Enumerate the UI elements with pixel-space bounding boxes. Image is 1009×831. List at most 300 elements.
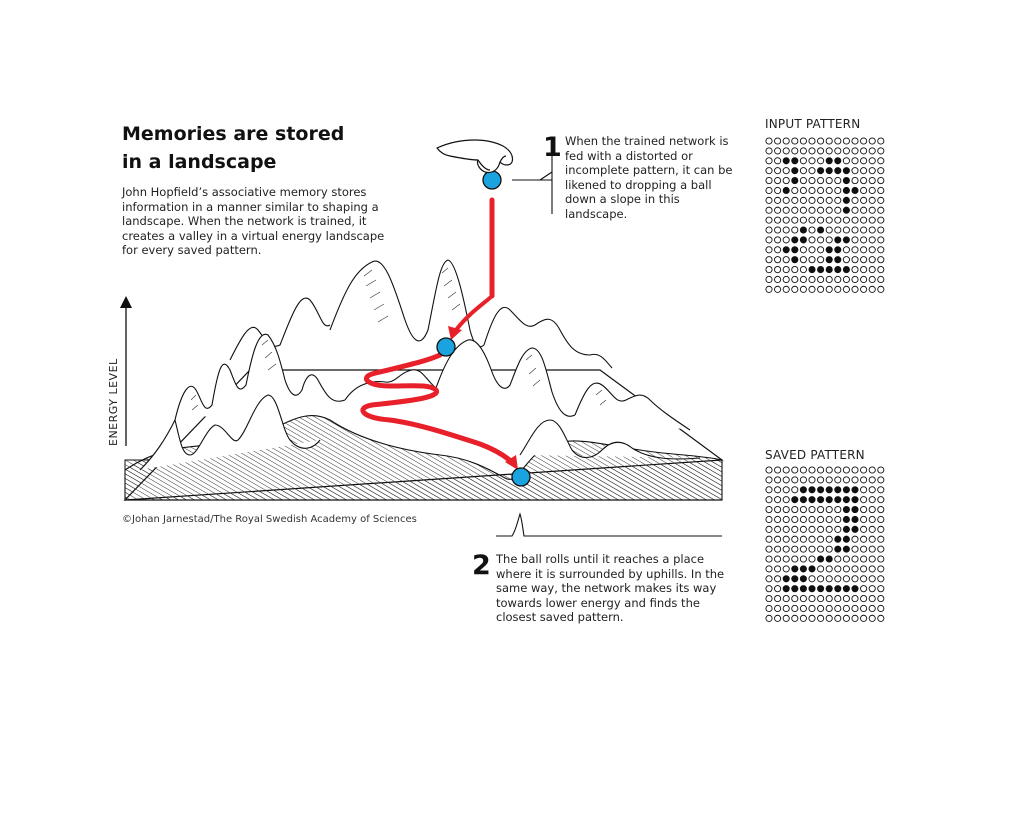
input-pattern-dot xyxy=(783,197,789,203)
input-pattern-dot xyxy=(818,266,824,272)
saved-pattern-dot xyxy=(775,526,781,532)
saved-pattern-dot xyxy=(843,556,849,562)
saved-pattern-dot xyxy=(861,566,867,572)
input-pattern-dot xyxy=(843,237,849,243)
saved-pattern-dot xyxy=(878,536,884,542)
saved-pattern-dot xyxy=(792,497,798,503)
saved-pattern-dot xyxy=(818,546,824,552)
saved-pattern-dot xyxy=(861,605,867,611)
saved-pattern-dot xyxy=(852,615,858,621)
saved-pattern-dot xyxy=(878,586,884,592)
saved-pattern-dot xyxy=(861,506,867,512)
saved-pattern-dot xyxy=(792,526,798,532)
saved-pattern-dot xyxy=(783,586,789,592)
saved-pattern-dot xyxy=(878,595,884,601)
input-pattern-dot xyxy=(783,247,789,253)
intro-text: John Hopfield’s associative memory stores information in a manner similar to shaping a landscape. When the network is trained, it creates a valley in a virtual energy landscape for every saved pattern. xyxy=(122,185,385,257)
input-pattern-dot xyxy=(792,276,798,282)
saved-pattern-dot xyxy=(800,576,806,582)
input-pattern-dot xyxy=(783,168,789,174)
input-pattern-dot xyxy=(861,237,867,243)
saved-pattern-dot xyxy=(775,586,781,592)
input-pattern-dot xyxy=(783,217,789,223)
input-pattern-dot xyxy=(852,237,858,243)
saved-pattern-dot xyxy=(809,546,815,552)
input-pattern-dot xyxy=(800,266,806,272)
input-pattern-dot xyxy=(869,148,875,154)
input-pattern-dot xyxy=(826,217,832,223)
input-pattern-dot xyxy=(809,227,815,233)
saved-pattern-dot xyxy=(783,615,789,621)
input-pattern-dot xyxy=(835,237,841,243)
saved-pattern-dot xyxy=(861,586,867,592)
saved-pattern-dot xyxy=(792,536,798,542)
input-pattern-dot xyxy=(826,207,832,213)
input-pattern-dot xyxy=(852,266,858,272)
saved-pattern-dot xyxy=(766,497,772,503)
input-pattern-dot xyxy=(818,138,824,144)
input-pattern-dot xyxy=(792,168,798,174)
input-pattern-dot xyxy=(766,266,772,272)
saved-pattern-dot xyxy=(818,487,824,493)
saved-pattern-dot xyxy=(843,605,849,611)
saved-pattern-dot xyxy=(852,526,858,532)
saved-pattern-dot xyxy=(818,536,824,542)
saved-pattern-dot xyxy=(826,526,832,532)
input-pattern-dot xyxy=(800,187,806,193)
input-pattern-dot xyxy=(869,197,875,203)
saved-pattern-dot xyxy=(852,605,858,611)
saved-pattern-dot xyxy=(835,497,841,503)
saved-pattern-dot xyxy=(766,576,772,582)
saved-pattern-dot xyxy=(843,576,849,582)
input-pattern-dot xyxy=(826,197,832,203)
input-pattern-dot xyxy=(818,286,824,292)
saved-pattern-dot xyxy=(835,467,841,473)
saved-pattern-dot xyxy=(800,615,806,621)
saved-pattern-dot xyxy=(818,576,824,582)
saved-pattern-dot xyxy=(869,566,875,572)
input-pattern-dot xyxy=(826,148,832,154)
input-pattern-dot xyxy=(800,177,806,183)
input-pattern-dot xyxy=(809,257,815,263)
input-pattern-dot xyxy=(826,227,832,233)
saved-pattern-dot xyxy=(869,605,875,611)
input-pattern-dot xyxy=(800,168,806,174)
input-pattern-dot xyxy=(818,217,824,223)
input-pattern-dot xyxy=(792,257,798,263)
saved-pattern-dot xyxy=(775,595,781,601)
input-pattern-dot xyxy=(843,197,849,203)
input-pattern-label: INPUT PATTERN xyxy=(765,117,861,131)
saved-pattern-dot xyxy=(826,566,832,572)
saved-pattern-dot xyxy=(800,506,806,512)
input-pattern-dot xyxy=(826,257,832,263)
saved-pattern-dot xyxy=(835,576,841,582)
saved-pattern-dot xyxy=(809,467,815,473)
saved-pattern-dot xyxy=(878,516,884,522)
saved-pattern-dot xyxy=(869,586,875,592)
input-pattern-dot xyxy=(835,187,841,193)
input-pattern-dot xyxy=(869,247,875,253)
saved-pattern-dot xyxy=(792,506,798,512)
saved-pattern-dot xyxy=(809,615,815,621)
input-pattern-dot xyxy=(800,148,806,154)
input-pattern-dot xyxy=(818,168,824,174)
saved-pattern-dot xyxy=(835,546,841,552)
step2-bracket xyxy=(496,514,722,536)
saved-pattern-dot xyxy=(818,595,824,601)
input-pattern-dot xyxy=(861,187,867,193)
saved-pattern-dot xyxy=(835,556,841,562)
saved-pattern-dot xyxy=(783,467,789,473)
input-pattern-dot xyxy=(809,187,815,193)
input-pattern-dot xyxy=(835,266,841,272)
input-pattern-dot xyxy=(800,227,806,233)
saved-pattern-dot xyxy=(835,586,841,592)
saved-pattern-dot xyxy=(835,566,841,572)
saved-pattern-label: SAVED PATTERN xyxy=(765,448,865,462)
saved-pattern-dot xyxy=(843,586,849,592)
saved-pattern-dot xyxy=(818,506,824,512)
input-pattern-dot xyxy=(878,207,884,213)
saved-pattern-dot xyxy=(800,546,806,552)
saved-pattern-dot xyxy=(783,566,789,572)
input-pattern-dot xyxy=(783,177,789,183)
input-pattern-dot xyxy=(766,138,772,144)
saved-pattern-dot xyxy=(843,487,849,493)
input-pattern-dot xyxy=(800,207,806,213)
saved-pattern-dot xyxy=(878,566,884,572)
saved-pattern-dot xyxy=(878,605,884,611)
input-pattern-dot xyxy=(809,266,815,272)
input-pattern-dot xyxy=(852,187,858,193)
input-pattern-dot xyxy=(792,286,798,292)
saved-pattern-dot xyxy=(818,516,824,522)
input-pattern-dot xyxy=(869,237,875,243)
saved-pattern-dot xyxy=(783,497,789,503)
input-pattern-dot xyxy=(809,207,815,213)
saved-pattern-dot xyxy=(800,467,806,473)
saved-pattern-dot xyxy=(878,546,884,552)
saved-pattern-dot xyxy=(766,526,772,532)
saved-pattern-dot xyxy=(800,605,806,611)
saved-pattern-dot xyxy=(792,516,798,522)
input-pattern-dot xyxy=(835,257,841,263)
input-pattern-dot xyxy=(792,217,798,223)
saved-pattern-dot xyxy=(783,605,789,611)
saved-pattern-dot xyxy=(852,576,858,582)
input-pattern-dot xyxy=(783,286,789,292)
input-pattern-dot xyxy=(775,247,781,253)
input-pattern-dot xyxy=(783,207,789,213)
saved-pattern-dot xyxy=(792,546,798,552)
input-pattern-dot xyxy=(783,276,789,282)
saved-pattern-dot xyxy=(800,595,806,601)
saved-pattern-dot xyxy=(800,556,806,562)
saved-pattern-dot xyxy=(835,516,841,522)
saved-pattern-dot xyxy=(861,595,867,601)
input-pattern-dot xyxy=(852,148,858,154)
input-pattern-dot xyxy=(843,148,849,154)
input-pattern-dot xyxy=(766,257,772,263)
input-pattern-dot xyxy=(835,207,841,213)
saved-pattern-dot xyxy=(843,546,849,552)
input-pattern-dot xyxy=(826,138,832,144)
saved-pattern-dot xyxy=(835,595,841,601)
input-pattern-dot xyxy=(878,187,884,193)
saved-pattern-dot xyxy=(869,477,875,483)
input-pattern-dot xyxy=(861,177,867,183)
input-pattern-dot xyxy=(826,276,832,282)
input-pattern-dot xyxy=(818,177,824,183)
input-pattern-dot xyxy=(766,247,772,253)
saved-pattern-dot xyxy=(775,497,781,503)
ball-middle xyxy=(437,338,455,356)
input-pattern-dot xyxy=(826,168,832,174)
saved-pattern-dot xyxy=(852,586,858,592)
saved-pattern-dot xyxy=(792,566,798,572)
input-pattern-dot xyxy=(775,187,781,193)
input-pattern-dot xyxy=(766,177,772,183)
title-line-1: Memories are stored xyxy=(122,123,345,145)
saved-pattern-dot xyxy=(775,566,781,572)
saved-pattern-dot xyxy=(878,497,884,503)
input-pattern-dot xyxy=(878,177,884,183)
saved-pattern-dot xyxy=(818,477,824,483)
saved-pattern-dot xyxy=(835,477,841,483)
saved-pattern-dot xyxy=(852,556,858,562)
input-pattern-dot xyxy=(783,187,789,193)
input-pattern-dot xyxy=(869,266,875,272)
saved-pattern-dot xyxy=(869,615,875,621)
input-pattern-dot xyxy=(792,187,798,193)
saved-pattern-dot xyxy=(766,487,772,493)
input-pattern-dot xyxy=(783,138,789,144)
ball-end xyxy=(512,468,530,486)
saved-pattern-dot xyxy=(878,526,884,532)
saved-pattern-dot xyxy=(809,477,815,483)
input-pattern-dot xyxy=(766,276,772,282)
input-pattern-dot xyxy=(861,168,867,174)
saved-pattern-dot xyxy=(809,526,815,532)
saved-pattern-dot xyxy=(843,615,849,621)
saved-pattern-dot xyxy=(766,516,772,522)
input-pattern-dot xyxy=(852,217,858,223)
input-pattern-dot xyxy=(800,158,806,164)
saved-pattern-dot xyxy=(800,586,806,592)
input-pattern-dot xyxy=(869,217,875,223)
input-pattern-grid xyxy=(765,137,887,299)
saved-pattern-dot xyxy=(843,536,849,542)
input-pattern-dot xyxy=(843,257,849,263)
saved-pattern-dot xyxy=(861,576,867,582)
saved-pattern-dot xyxy=(775,556,781,562)
saved-pattern-dot xyxy=(852,477,858,483)
saved-pattern-dot xyxy=(826,477,832,483)
input-pattern-dot xyxy=(818,237,824,243)
input-pattern-dot xyxy=(775,148,781,154)
input-pattern-dot xyxy=(869,227,875,233)
input-pattern-dot xyxy=(861,266,867,272)
saved-pattern-dot xyxy=(878,576,884,582)
saved-pattern-dot xyxy=(826,586,832,592)
saved-pattern-dot xyxy=(775,605,781,611)
input-pattern-dot xyxy=(792,237,798,243)
saved-pattern-dot xyxy=(861,477,867,483)
input-pattern-dot xyxy=(869,276,875,282)
input-pattern-dot xyxy=(878,138,884,144)
saved-pattern-dot xyxy=(852,595,858,601)
input-pattern-dot xyxy=(818,187,824,193)
saved-pattern-dot xyxy=(869,576,875,582)
saved-pattern-dot xyxy=(861,526,867,532)
input-pattern-dot xyxy=(792,247,798,253)
input-pattern-dot xyxy=(852,207,858,213)
saved-pattern-dot xyxy=(766,506,772,512)
saved-pattern-dot xyxy=(775,536,781,542)
saved-pattern-dot xyxy=(843,566,849,572)
energy-axis xyxy=(120,296,132,446)
saved-pattern-dot xyxy=(792,605,798,611)
input-pattern-dot xyxy=(878,286,884,292)
title-line-2: in a landscape xyxy=(122,151,277,173)
input-pattern-dot xyxy=(878,158,884,164)
saved-pattern-dot xyxy=(792,556,798,562)
saved-pattern-dot xyxy=(766,556,772,562)
saved-pattern-dot xyxy=(800,526,806,532)
saved-pattern-dot xyxy=(861,467,867,473)
input-pattern-dot xyxy=(826,237,832,243)
input-pattern-dot xyxy=(775,217,781,223)
ball-start xyxy=(483,171,501,189)
input-pattern-dot xyxy=(818,148,824,154)
input-pattern-dot xyxy=(775,257,781,263)
input-pattern-dot xyxy=(852,286,858,292)
saved-pattern-dot xyxy=(766,566,772,572)
saved-pattern-dot xyxy=(818,497,824,503)
saved-pattern-dot xyxy=(861,546,867,552)
saved-pattern-dot xyxy=(818,605,824,611)
saved-pattern-dot xyxy=(869,536,875,542)
saved-pattern-dot xyxy=(843,526,849,532)
input-pattern-dot xyxy=(835,247,841,253)
saved-pattern-dot xyxy=(783,556,789,562)
saved-pattern-dot xyxy=(843,497,849,503)
input-pattern-dot xyxy=(775,276,781,282)
saved-pattern-dot xyxy=(775,516,781,522)
saved-pattern-dot xyxy=(800,487,806,493)
saved-pattern-dot xyxy=(766,467,772,473)
input-pattern-dot xyxy=(869,168,875,174)
input-pattern-dot xyxy=(878,217,884,223)
saved-pattern-dot xyxy=(835,536,841,542)
input-pattern-dot xyxy=(826,247,832,253)
saved-pattern-dot xyxy=(861,516,867,522)
saved-pattern-dot xyxy=(835,605,841,611)
input-pattern-dot xyxy=(835,286,841,292)
input-pattern-dot xyxy=(869,207,875,213)
input-pattern-dot xyxy=(818,207,824,213)
saved-pattern-dot xyxy=(861,487,867,493)
input-pattern-dot xyxy=(861,138,867,144)
saved-pattern-dot xyxy=(843,595,849,601)
saved-pattern-dot xyxy=(826,506,832,512)
input-pattern-dot xyxy=(775,158,781,164)
saved-pattern-dot xyxy=(878,477,884,483)
input-pattern-dot xyxy=(792,207,798,213)
input-pattern-dot xyxy=(783,266,789,272)
saved-pattern-dot xyxy=(835,506,841,512)
input-pattern-dot xyxy=(861,227,867,233)
saved-pattern-dot xyxy=(835,526,841,532)
input-pattern-dot xyxy=(809,177,815,183)
input-pattern-dot xyxy=(843,158,849,164)
saved-pattern-dot xyxy=(792,477,798,483)
saved-pattern-dot xyxy=(861,497,867,503)
input-pattern-dot xyxy=(843,187,849,193)
saved-pattern-dot xyxy=(826,467,832,473)
saved-pattern-dot xyxy=(826,615,832,621)
input-pattern-dot xyxy=(800,276,806,282)
input-pattern-dot xyxy=(843,168,849,174)
input-pattern-dot xyxy=(869,187,875,193)
input-pattern-dot xyxy=(809,138,815,144)
saved-pattern-dot xyxy=(852,516,858,522)
input-pattern-dot xyxy=(775,266,781,272)
saved-pattern-dot xyxy=(766,546,772,552)
input-pattern-dot xyxy=(766,286,772,292)
input-pattern-dot xyxy=(792,158,798,164)
saved-pattern-dot xyxy=(766,605,772,611)
saved-pattern-dot xyxy=(818,556,824,562)
input-pattern-dot xyxy=(843,276,849,282)
input-pattern-dot xyxy=(835,148,841,154)
input-pattern-dot xyxy=(800,257,806,263)
input-pattern-dot xyxy=(766,237,772,243)
saved-pattern-dot xyxy=(843,516,849,522)
input-pattern-dot xyxy=(835,276,841,282)
input-pattern-dot xyxy=(835,227,841,233)
saved-pattern-dot xyxy=(775,506,781,512)
input-pattern-dot xyxy=(835,158,841,164)
input-pattern-dot xyxy=(843,138,849,144)
input-pattern-dot xyxy=(878,148,884,154)
saved-pattern-dot xyxy=(766,615,772,621)
input-pattern-dot xyxy=(792,266,798,272)
saved-pattern-dot xyxy=(843,506,849,512)
input-pattern-dot xyxy=(775,237,781,243)
saved-pattern-dot xyxy=(809,595,815,601)
saved-pattern-dot xyxy=(826,546,832,552)
saved-pattern-dot xyxy=(800,516,806,522)
input-pattern-dot xyxy=(878,227,884,233)
input-pattern-dot xyxy=(852,276,858,282)
saved-pattern-dot xyxy=(826,516,832,522)
input-pattern-dot xyxy=(878,247,884,253)
saved-pattern-dot xyxy=(792,576,798,582)
saved-pattern-dot xyxy=(852,566,858,572)
input-pattern-dot xyxy=(783,237,789,243)
saved-pattern-dot xyxy=(809,566,815,572)
saved-pattern-dot xyxy=(818,586,824,592)
input-pattern-dot xyxy=(809,168,815,174)
input-pattern-dot xyxy=(809,197,815,203)
saved-pattern-dot xyxy=(809,497,815,503)
input-pattern-dot xyxy=(869,257,875,263)
input-pattern-dot xyxy=(835,168,841,174)
input-pattern-dot xyxy=(792,177,798,183)
